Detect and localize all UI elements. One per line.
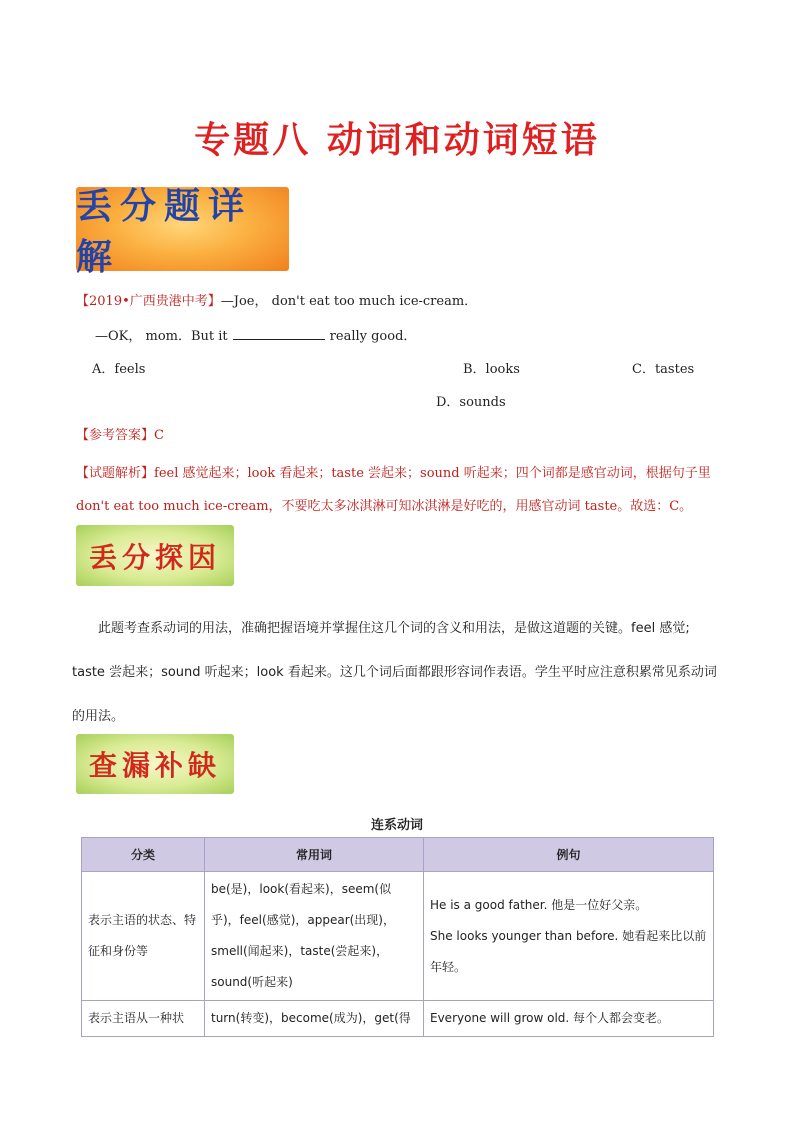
answer-label: 【参考答案】 — [76, 428, 155, 443]
header-category: 分类 — [82, 838, 205, 872]
example-sentence: He is a good father. 他是一位好父亲。 — [430, 897, 648, 912]
row-category: 表示主语从一种状 — [82, 1001, 205, 1037]
row-examples — [424, 872, 714, 1001]
row-examples — [424, 1001, 714, 1037]
option-c: C．tastes — [632, 362, 695, 377]
header-examples: 例句 — [424, 838, 714, 872]
question-line-2-start: —OK， mom．But it — [95, 329, 228, 344]
banner-fill-gaps: 查漏补缺 — [76, 734, 234, 794]
table-row — [82, 872, 714, 1001]
question-line-1: —Joe， don't eat too much ice-cream． — [220, 294, 478, 309]
question-source: 【2019•广西贵港中考】 — [76, 294, 221, 309]
header-common-words: 常用词 — [205, 838, 424, 872]
page-title: 专题八 动词和动词短语 — [194, 120, 600, 161]
question-line-2 — [95, 325, 416, 344]
table-caption: 连系动词 — [370, 818, 423, 833]
row-words: be(是)，look(看起来)，seem(似乎)，feel(感觉)，appear(出现)，smell(闻起来)，taste(尝起来)，sound(听起来) — [205, 872, 424, 1001]
answer-value: C — [154, 428, 164, 443]
answer-blank — [233, 326, 325, 340]
linking-verbs-table — [81, 837, 714, 1037]
row-category: 表示主语的状态、特征和身份等 — [82, 872, 205, 1001]
table-header-row — [82, 838, 714, 872]
banner-error-detail: 丢分题详解 — [76, 187, 289, 271]
question-stem — [76, 290, 477, 309]
option-a: A．feels — [92, 362, 146, 377]
example-sentence: Everyone will grow old. 每个人都会变老。 — [430, 1011, 670, 1025]
banner-error-cause: 丢分探因 — [76, 525, 234, 586]
reference-answer — [76, 424, 164, 443]
analysis-label: 【试题解析】 — [76, 466, 155, 481]
cause-paragraph: 此题考查系动词的用法，准确把握语境并掌握住这几个词的含义和用法，是做这道题的关键。feel 感觉; taste 尝起来；sound 听起来；look 看起来。这几个词后面都跟形容词作表语。学生平时应注意积累常见系动词的用法。 — [72, 621, 717, 724]
analysis-text: feel 感觉起来；look 看起来；taste 尝起来；sound 听起来；四个词都是感官动词，根据句子里 don't eat too much ice-cream，不要吃太多冰淇淋可知冰淇淋是好吃的，用感官动词 taste。故选：C。 — [76, 466, 711, 514]
example-sentence: She looks younger than before. 她看起来比以前年轻。 — [430, 928, 707, 974]
question-line-2-end: really good． — [329, 329, 417, 344]
option-b: B．looks — [463, 362, 520, 377]
option-d: D．sounds — [436, 395, 506, 410]
row-words: turn(转变)，become(成为)，get(得 — [205, 1001, 424, 1037]
table-row — [82, 1001, 714, 1037]
analysis — [76, 457, 726, 523]
